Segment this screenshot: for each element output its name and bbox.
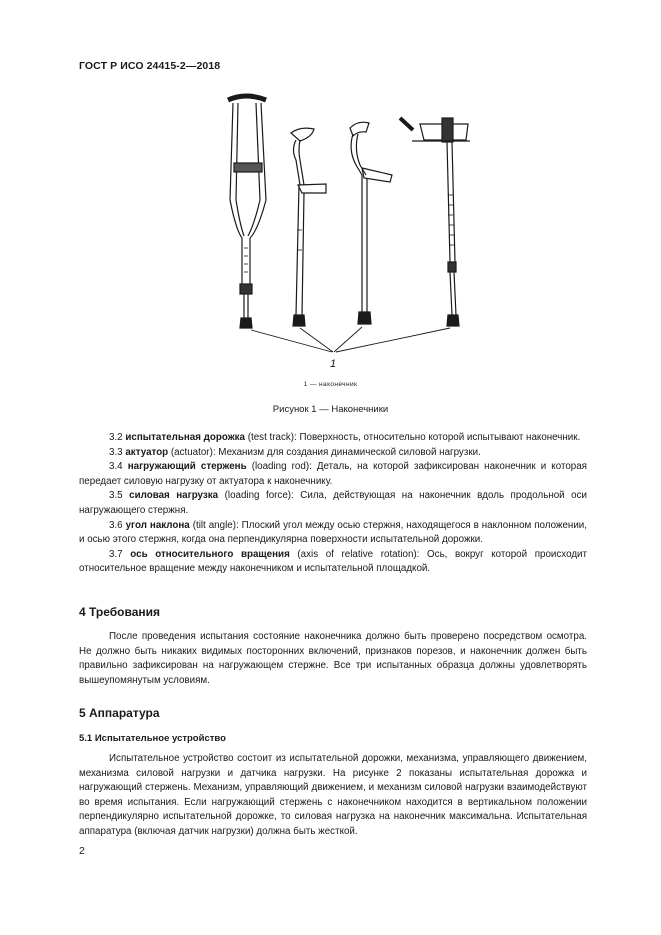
definition-3-5: 3.5 силовая нагрузка (loading force): Сила, действующая на наконечник вдоль продольной оси нагружающего стержня. xyxy=(79,490,587,516)
underarm-crutch-illustration xyxy=(228,96,266,328)
figure-crutches xyxy=(0,0,661,400)
figure-caption: Рисунок 1 — Наконечники xyxy=(272,404,389,415)
definition-3-6: 3.6 угол наклона (tilt angle): Плоский угол между осью стержня, находящегося в наклонном положении, и осью этого стержня, когда она перпендикулярна поверхности испытательной дорожки. xyxy=(79,519,588,546)
callout-number: 1 xyxy=(329,358,337,370)
section-5-title: 5 Аппаратура xyxy=(79,706,160,720)
definition-3-4: 3.4 нагружающий стержень (loading rod): Деталь, на которой зафиксирован наконечник и которая передает силовую нагрузку от актуатора к наконечнику. xyxy=(79,461,587,487)
forearm-crutch-illustration xyxy=(291,128,326,326)
section-5-1-paragraph: Испытательное устройство состоит из испытательной дорожки, механизма, управляющего движением, механизма силовой нагрузки и датчика нагрузки. На рисунке 2 показаны испытательная дорожка и нагружающий стержень. Механизм, управляющий движением, и механизм силовой нагрузки взаимодействуют во время испытания. Если нагружающий стержень с наконечником находится в вертикальном положении перпендикулярно испытательной дорожке, то силовая нагрузка на наконечник максимальна. Испытательная аппаратура (включая датчик нагрузки) должна быть жесткой. xyxy=(79,753,587,837)
section-5-text-block xyxy=(79,752,587,840)
ergonomic-crutch-illustration xyxy=(350,122,392,324)
platform-crutch-illustration xyxy=(400,118,470,326)
definition-3-2: 3.2 испытательная дорожка (test track): Поверхность, относительно которой испытывают наконечник. xyxy=(109,432,581,443)
standard-header: ГОСТ Р ИСО 24415-2—2018 xyxy=(79,60,221,72)
definition-3-3: 3.3 актуатор (actuator): Механизм для создания динамической силовой нагрузки. xyxy=(109,446,481,458)
section-4-text-block xyxy=(79,630,587,688)
definitions-block xyxy=(79,431,587,577)
section-5-1-title: 5.1 Испытательное устройство xyxy=(79,733,226,744)
section-4-title: 4 Требования xyxy=(79,605,160,619)
callout-leader-lines xyxy=(251,327,450,352)
definition-3-7: 3.7 ось относительного вращения (axis of relative rotation): Ось, вокруг которой происходит относительное вращение между наконечником и испытательной площадкой. xyxy=(79,548,588,575)
page-number: 2 xyxy=(79,845,85,857)
figure-legend: 1 — наконечник xyxy=(303,381,358,388)
section-4-paragraph: После проведения испытания состояние наконечника должно быть проверено посредством осмотра. Не должно быть никаких видимых посторонних включений, признаков порезов, и наконечник должен быть правильно зафиксирован на нагружающем стержне. Все три испытанных образца должны удовлетворять вышеупомянутым условиям. xyxy=(79,631,587,686)
